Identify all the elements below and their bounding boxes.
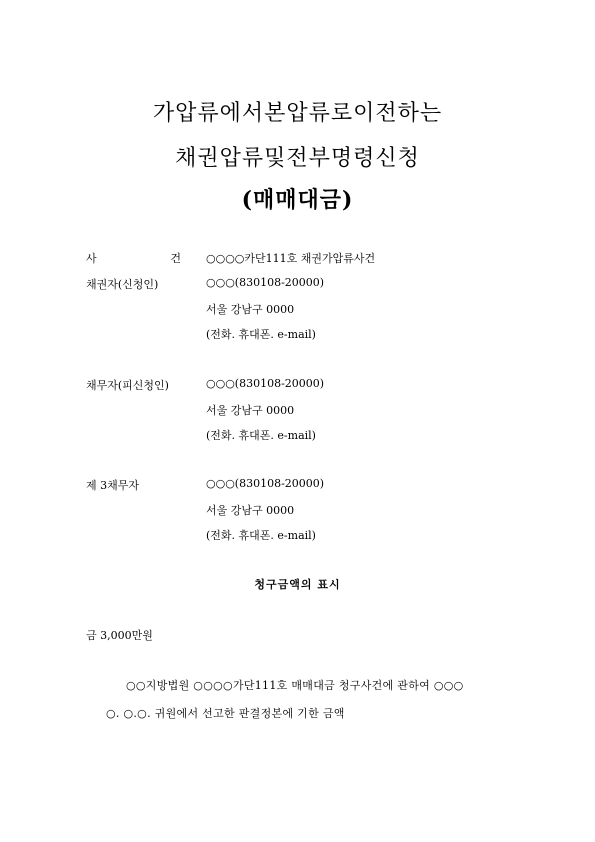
debtor-contact: (전화. 휴대폰. e-mail) [206,429,316,442]
debtor-address: 서울 강남구 0000 [206,404,295,417]
case-value: ○○○○카단111호 채권가압류사건 [206,252,376,265]
third-debtor-contact: (전화. 휴대폰. e-mail) [206,529,316,542]
third-debtor-address: 서울 강남구 0000 [206,504,295,517]
document-title-line1: 가압류에서본압류로이전하는 [152,101,443,126]
claim-paragraph-line2: ○. ○.○. 귀원에서 선고한 판결정본에 기한 금액 [106,707,345,720]
creditor-address: 서울 강남구 0000 [206,303,295,316]
creditor-label: 채권자(신청인) [86,278,159,291]
claim-paragraph-line1: ○○지방법원 ○○○○가단111호 매매대금 청구사건에 관하여 ○○○ [126,679,464,692]
third-debtor-label: 제 3채무자 [86,479,139,492]
claim-heading: 청구금액의 표시 [254,578,341,591]
creditor-name: ○○○(830108-20000) [206,276,325,289]
third-debtor-name: ○○○(830108-20000) [206,477,325,490]
case-label [86,250,181,266]
document-title-line2: 채권압류및전부명령신청 [175,146,420,171]
claim-amount: 금 3,000만원 [86,629,153,642]
debtor-label: 채무자(피신청인) [86,379,169,392]
debtor-name: ○○○(830108-20000) [206,377,325,390]
case-label-char1: 사 [86,252,97,265]
case-label-char2: 건 [170,252,181,265]
creditor-contact: (전화. 휴대폰. e-mail) [206,328,316,341]
document-title-line3: (매매대금) [241,187,354,213]
